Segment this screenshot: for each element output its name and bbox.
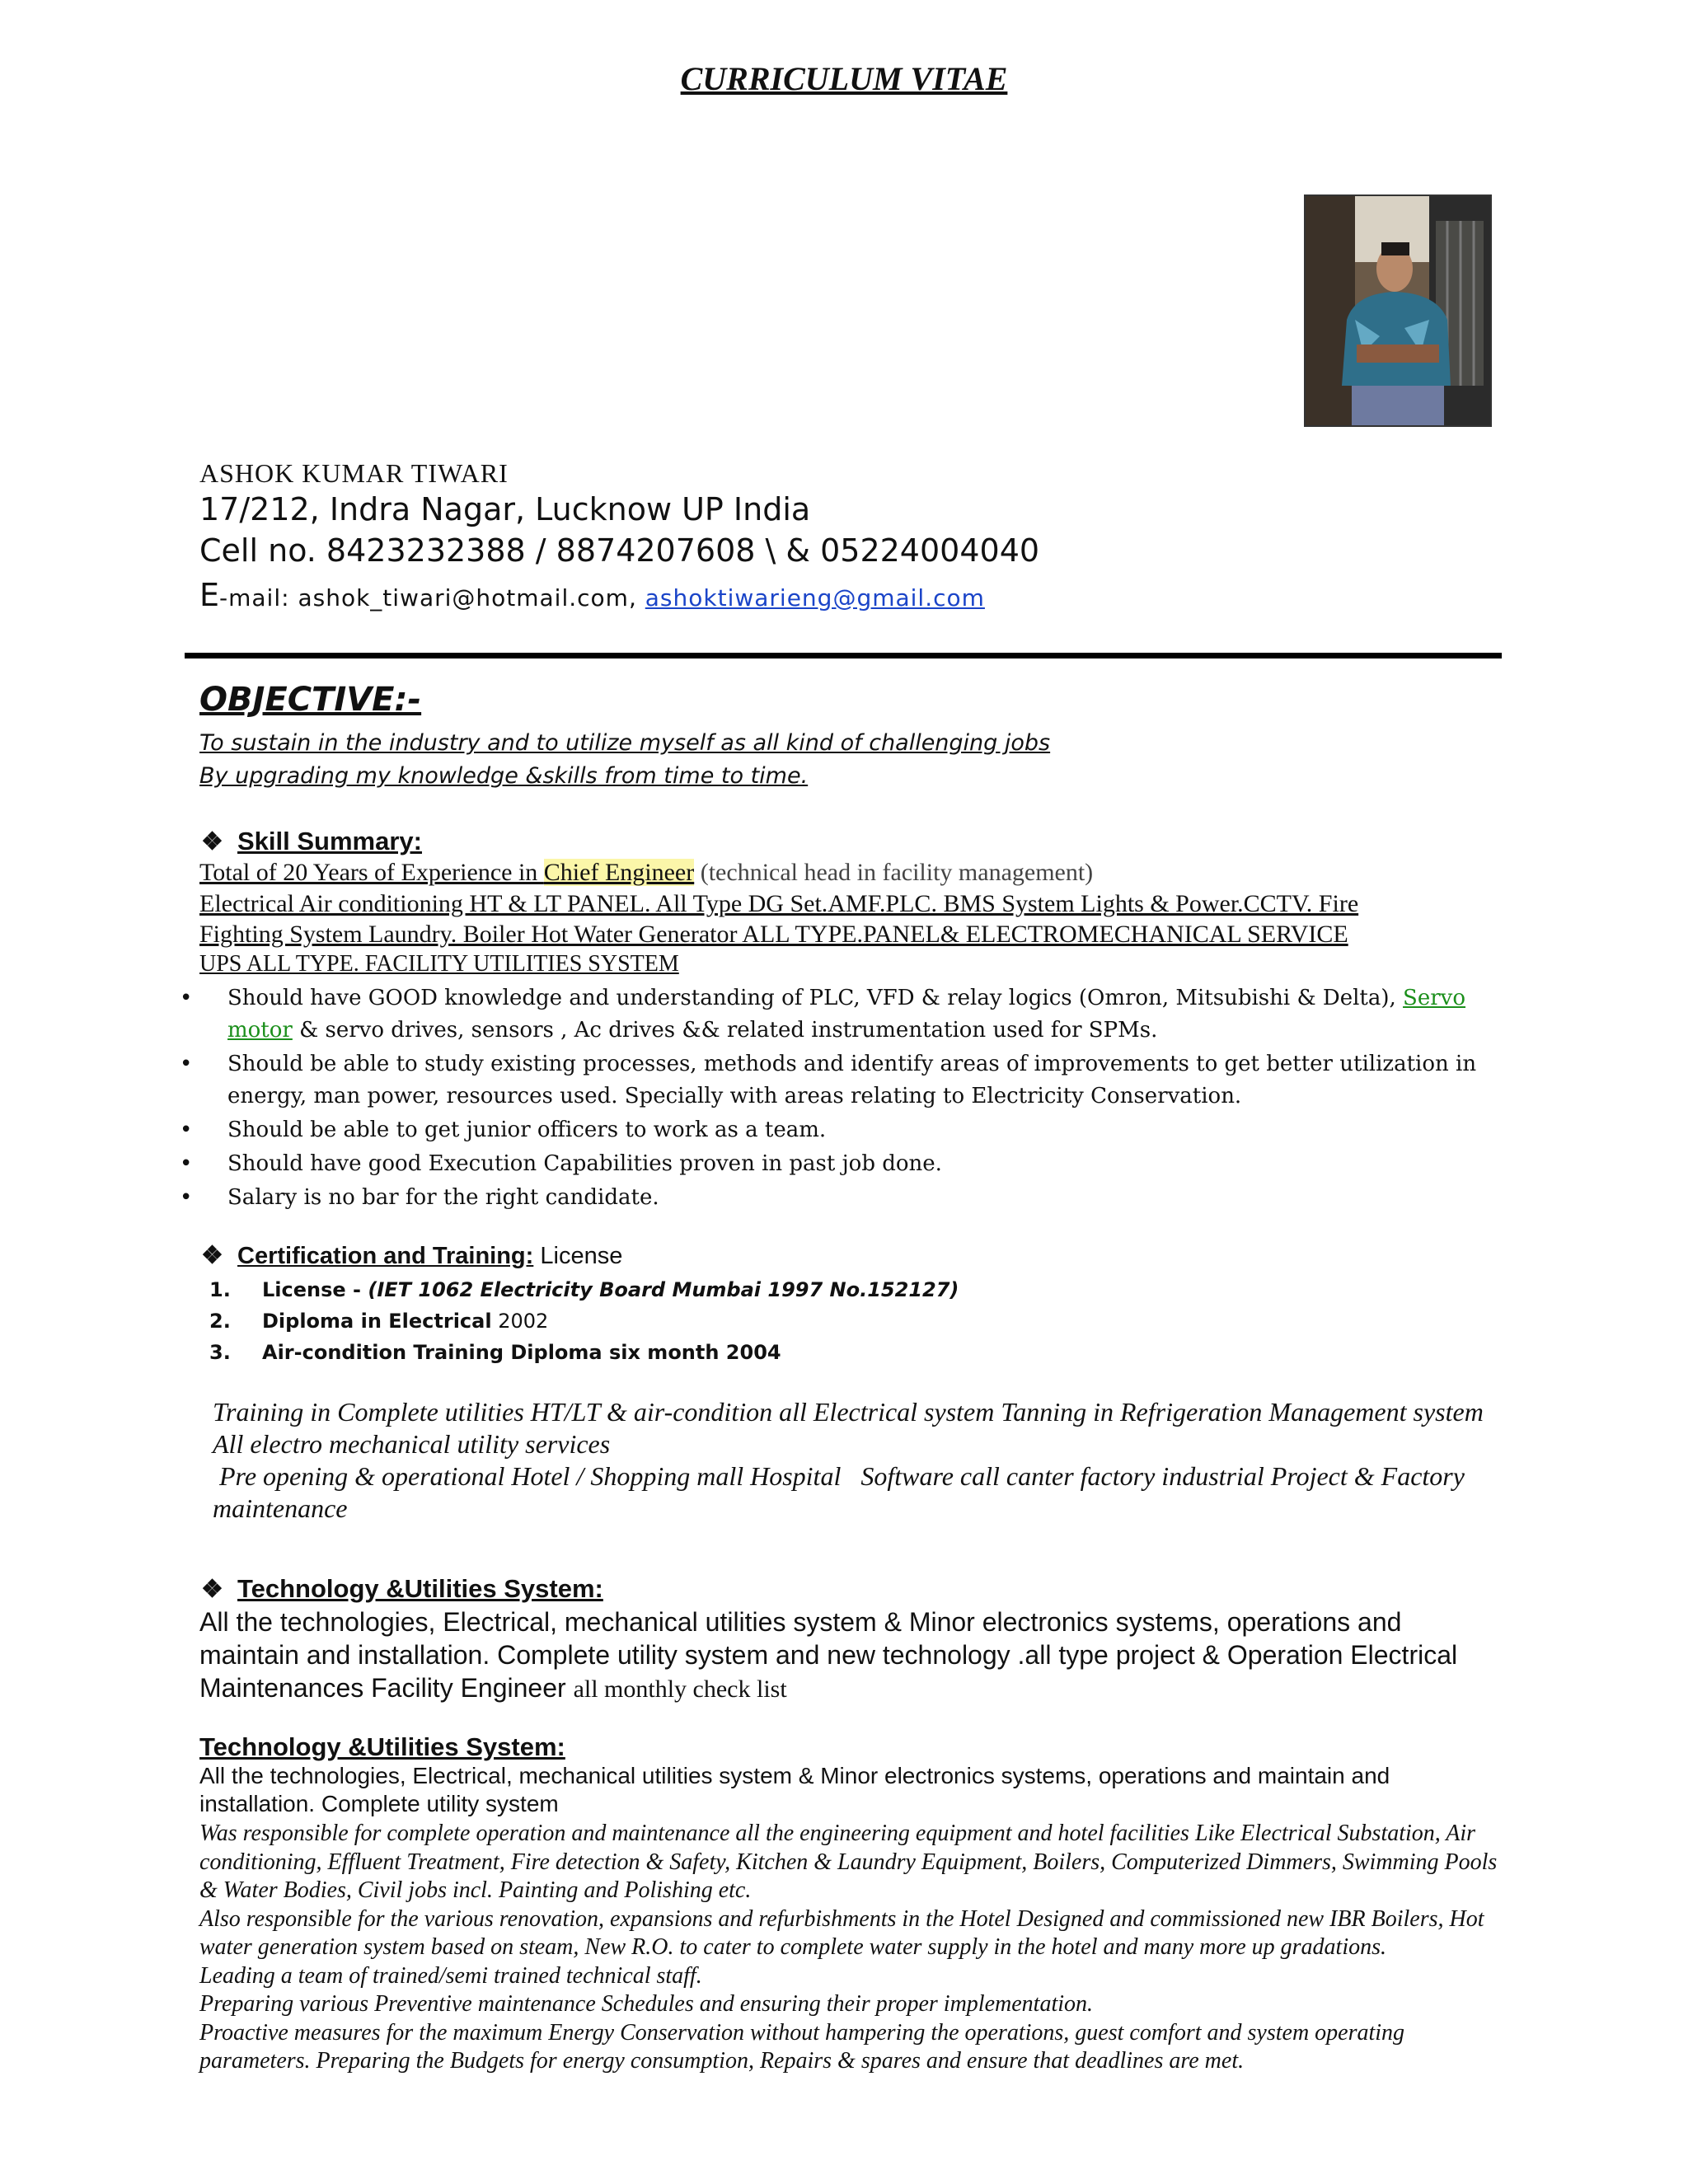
email-prefix: -mail: ashok_tiwari@hotmail.com, <box>219 584 645 612</box>
experience-line <box>199 859 1093 887</box>
address: 17/212, Indra Nagar, Lucknow UP India <box>199 491 811 527</box>
list-item: Also responsible for the various renovation, expansions and refurbishments in the Hotel Designed and commissioned new IBR Boilers, Hot water generation system based on steam, New R.O. to cater to complete water supply in the hotel and many more up gradations. <box>199 1905 1484 1960</box>
experience-text: Total of 20 Years of Experience in <box>199 859 544 886</box>
bullet-dot-icon: • <box>180 986 193 1010</box>
skills-line-3: Fighting System Laundry. Boiler Hot Water Generator ALL TYPE.PANEL& ELECTROMECHANICAL SERVICE <box>199 921 1348 948</box>
list-item <box>209 1274 959 1305</box>
certification-heading <box>201 1241 622 1270</box>
training-text-1: Training in Complete utilities HT/LT & air-condition all Electrical system Tanning in Refrigeration Management system All electro mechanical utility services <box>213 1397 1484 1459</box>
certification-list <box>209 1274 959 1368</box>
bullet-text: Should have good Execution Capabilities proven in past job done. <box>227 1151 942 1176</box>
profile-photo <box>1304 194 1492 427</box>
bullet-text: Salary is no bar for the right candidate. <box>227 1185 659 1210</box>
bullet-dot-icon: • <box>180 1052 193 1076</box>
list-item: Was responsible for complete operation and maintenance all the engineering equipment and hotel facilities Like Electrical Substation, Air conditioning, Effluent Treatment, Fire detection & Safety, Kitchen & Laundry Equipment, Boilers, Computerized Dimmers, Swimming Pools & Water Bodies, Civil jobs incl. Painting and Polishing etc. <box>199 1821 1498 1903</box>
document-title: CURRICULUM VITAE <box>680 60 1008 97</box>
technology-title: Technology &Utilities System: <box>237 1574 603 1603</box>
list-item <box>175 1148 1493 1180</box>
technology-paragraph <box>199 1605 1502 1706</box>
technology-paragraph-2: All the technologies, Electrical, mechanical utilities system & Minor electronics systems, operations and maintain and installation. Complete utility system <box>199 1763 1390 1816</box>
item-number: 3. <box>209 1341 231 1364</box>
skill-summary-title: Skill Summary: <box>237 827 422 855</box>
training-paragraph <box>213 1396 1498 1525</box>
objective-heading: OBJECTIVE:- <box>199 681 422 719</box>
list-item <box>175 982 1493 1047</box>
item-number: 1. <box>209 1278 231 1301</box>
technology-text: All the technologies, Electrical, mechanical utilities system & Minor electronics systems, operations and maintain and installation. Complete utility system and new technology .all type project & Operation Electrical Maintenances Facility Engineer <box>199 1607 1458 1703</box>
email-line <box>199 577 985 613</box>
email-link[interactable]: ashoktiwarieng@gmail.com <box>645 584 985 612</box>
candidate-name: ASHOK KUMAR TIWARI <box>199 458 509 488</box>
bullet-text: & servo drives, sensors , Ac drives && related instrumentation used for SPMs. <box>292 1018 1158 1043</box>
skills-bullet-list <box>175 982 1493 1214</box>
list-item <box>175 1182 1493 1214</box>
list-item <box>175 1048 1493 1113</box>
experience-note: (technical head in facility management) <box>694 859 1094 886</box>
training-text-2: Pre opening & operational Hotel / Shopping mall Hospital Software call canter factory industrial Project & Factory maintenance <box>213 1461 1471 1523</box>
bullet-text: Should be able to study existing processes, methods and identify areas of improvements to get better utilization in energy, man power, resources used. Specially with areas relating to Electricity Conservation. <box>227 1052 1477 1108</box>
item-number: 2. <box>209 1310 231 1333</box>
bullet-dot-icon: • <box>180 1118 193 1142</box>
technology-heading <box>201 1574 603 1604</box>
objective-line-1: To sustain in the industry and to utilize myself as all kind of challenging jobs <box>199 730 1051 756</box>
list-item: Preparing various Preventive maintenance Schedules and ensuring their proper implementation. <box>199 1991 1094 2017</box>
objective-line-2: By upgrading my knowledge &skills from time to time. <box>199 763 809 789</box>
responsibilities-list <box>199 1820 1502 2076</box>
list-item <box>209 1305 959 1337</box>
skills-line-4: UPS ALL TYPE. FACILITY UTILITIES SYSTEM <box>199 951 679 977</box>
list-item <box>175 1114 1493 1146</box>
list-item <box>209 1337 959 1368</box>
bullet-text: Should be able to get junior officers to work as a team. <box>227 1118 827 1142</box>
technology-text-serif: all monthly check list <box>573 1675 787 1703</box>
item-label: License - <box>262 1278 368 1301</box>
technology-heading-2: Technology &Utilities System: <box>199 1732 565 1761</box>
skills-line-2: Electrical Air conditioning HT & LT PANEL. All Type DG Set.AMF.PLC. BMS System Lights & Power.CCTV. Fire <box>199 890 1359 917</box>
item-label: Diploma in Electrical <box>262 1310 492 1333</box>
servo-link[interactable]: Servo <box>1403 986 1466 1010</box>
bullet-text: Should have GOOD knowledge and understanding of PLC, VFD & relay logics (Omron, Mitsubishi & Delta), <box>227 986 1404 1010</box>
item-detail: (IET 1062 Electricity Board Mumbai 1997 No.152127) <box>368 1278 959 1301</box>
diamond-bullet-icon: ❖ <box>201 1242 223 1269</box>
bullet-dot-icon: • <box>180 1185 193 1210</box>
certification-title: Certification and Training: <box>237 1243 534 1269</box>
diamond-bullet-icon: ❖ <box>201 1576 223 1603</box>
list-item: Leading a team of trained/semi trained technical staff. <box>199 1962 702 1989</box>
item-detail: 2002 <box>491 1310 549 1333</box>
item-label: Air-condition Training Diploma six month 2004 <box>262 1341 781 1364</box>
person-photo-icon <box>1306 196 1490 425</box>
certification-suffix: License <box>533 1243 623 1269</box>
skill-summary-heading <box>201 827 422 856</box>
list-item: Proactive measures for the maximum Energy Conservation without hampering the operations, guest comfort and system operating parameters. Preparing the Budgets for energy consumption, Repairs & spares and ensure that deadlines are met. <box>199 2019 1405 2074</box>
bullet-dot-icon: • <box>180 1151 193 1176</box>
email-prefix-initial: E <box>199 577 220 613</box>
experience-highlight: Chief Engineer <box>543 859 695 886</box>
header-divider <box>185 653 1502 658</box>
phone-numbers: Cell no. 8423232388 / 8874207608 \ & 05224004040 <box>199 532 1040 569</box>
diamond-bullet-icon: ❖ <box>201 828 223 855</box>
motor-link[interactable]: motor <box>227 1018 293 1043</box>
